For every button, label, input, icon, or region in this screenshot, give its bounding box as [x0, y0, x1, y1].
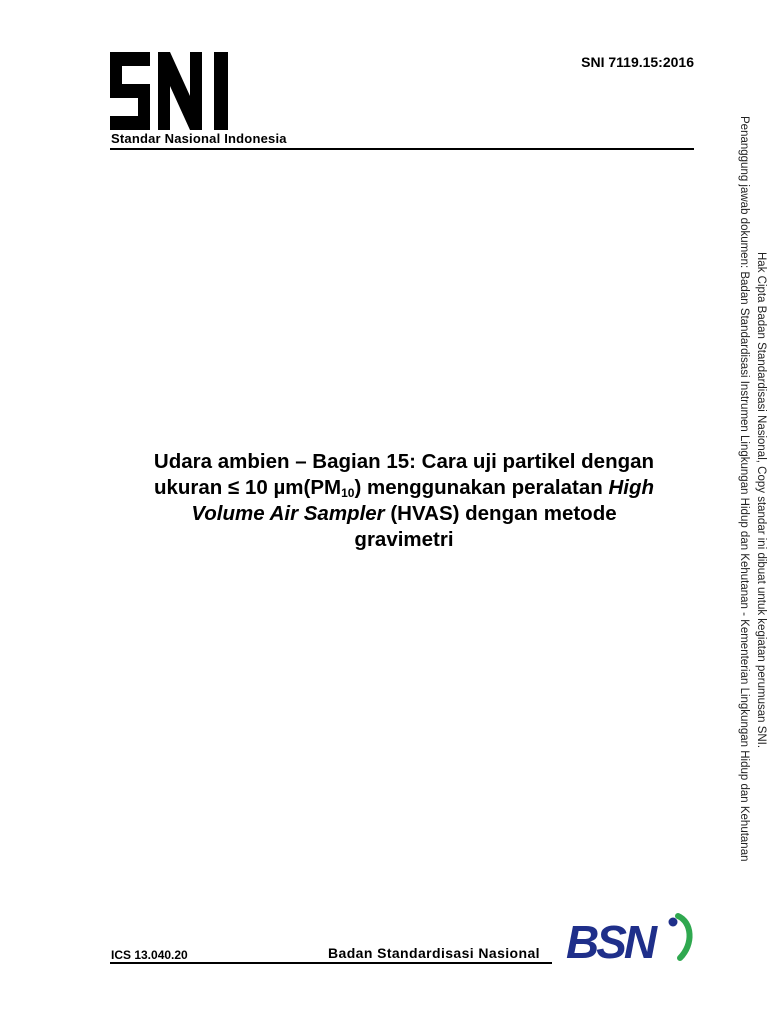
sni-logo [110, 52, 232, 130]
bsn-logo [566, 910, 698, 966]
copyright-notice-line-1: Hak Cipta Badan Standardisasi Nasional, Copy standar ini dibuat untuk kegiatan perumusan SNI. [755, 252, 767, 749]
svg-text:BSN: BSN [566, 916, 655, 966]
ics-code: ICS 13.040.20 [111, 948, 188, 962]
document-title [112, 449, 696, 553]
footer-divider [110, 962, 552, 964]
agency-name: Badan Standardisasi Nasional [328, 945, 540, 961]
title-line-1: Udara ambien – Bagian 15: Cara uji partikel dengan [153, 450, 655, 473]
document-code: SNI 7119.15:2016 [581, 54, 694, 70]
standard-name: Standar Nasional Indonesia [111, 131, 287, 146]
copyright-notice [735, 116, 768, 906]
header-divider [110, 148, 694, 150]
title-line-2: ukuran ≤ 10 $\mu m(PM_{10})$ menggunakan peralatan High [153, 476, 655, 500]
title-line-3: Volume Air Sampler (HVAS) dengan metode [191, 502, 617, 525]
title-line-4: gravimetri [354, 528, 454, 551]
copyright-notice-line-2: Penanggung jawab dokumen: Badan Standardisasi Instrumen Lingkungan Hidup dan Kehutanan - Kementerian Lingkungan Hidup dan Kehutanan [738, 116, 750, 862]
